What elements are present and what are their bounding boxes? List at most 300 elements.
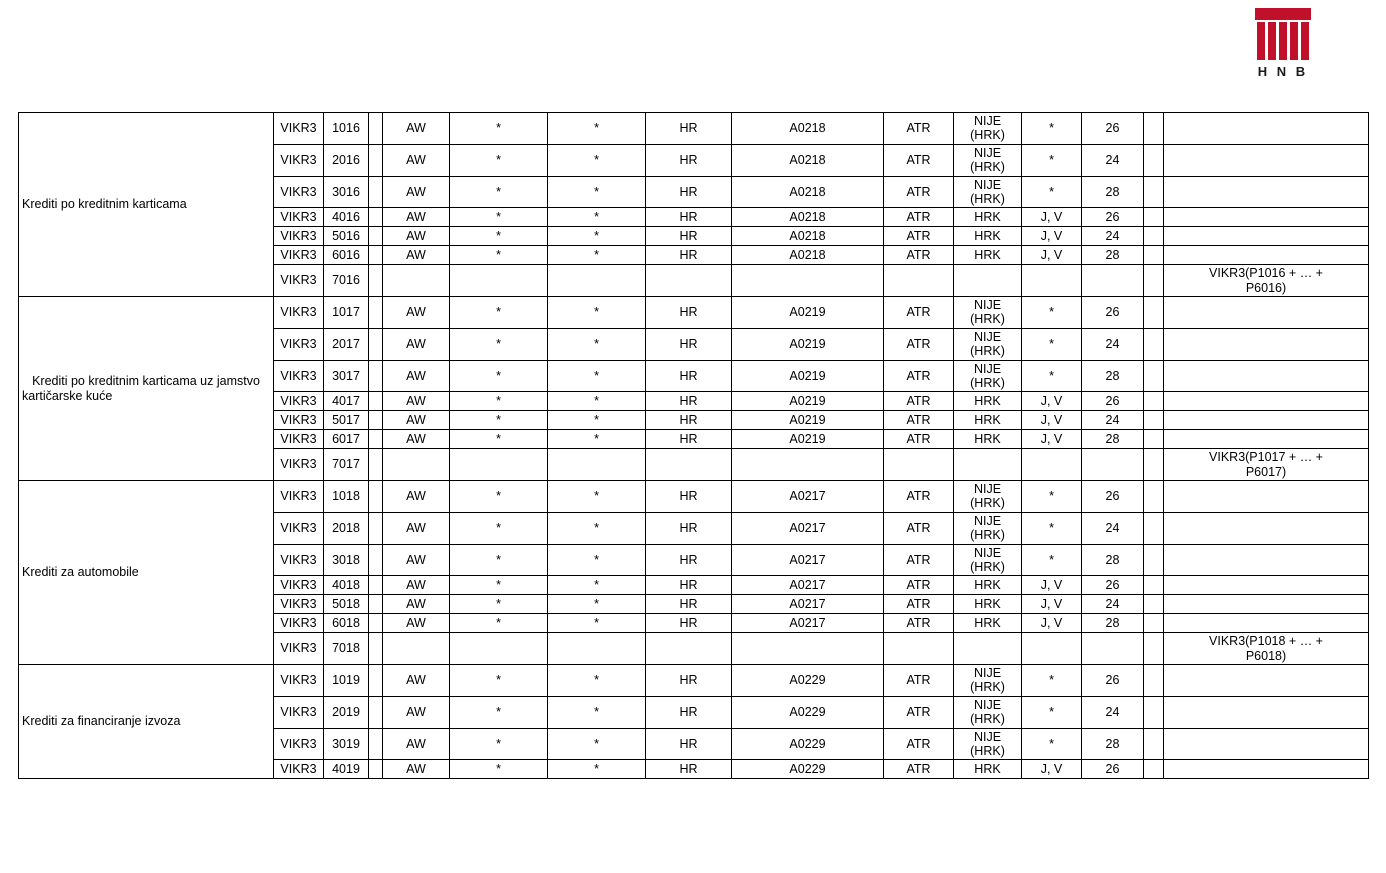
cell-report: VIKR3 xyxy=(274,297,324,329)
cell-sector2: * xyxy=(548,246,646,265)
cell-num: 28 xyxy=(1082,176,1144,208)
cell-attribute: ATR xyxy=(884,208,954,227)
cell-num: 26 xyxy=(1082,113,1144,145)
cell-account: A0229 xyxy=(732,696,884,728)
cell-jv: * xyxy=(1022,297,1082,329)
cell-attribute: ATR xyxy=(884,595,954,614)
cell-num: 26 xyxy=(1082,208,1144,227)
cell-jv: J, V xyxy=(1022,246,1082,265)
cell-code: 3018 xyxy=(324,544,369,576)
cell-account: A0229 xyxy=(732,760,884,779)
cell-num: 28 xyxy=(1082,246,1144,265)
specification-sheet xyxy=(18,112,1368,779)
cell-formula-empty xyxy=(1164,411,1369,430)
cell-aw: AW xyxy=(383,208,450,227)
cell-aw: AW xyxy=(383,728,450,760)
cell-aw: AW xyxy=(383,614,450,633)
cell-num: 28 xyxy=(1082,614,1144,633)
cell-report: VIKR3 xyxy=(274,760,324,779)
column-spacer xyxy=(1144,449,1164,481)
column-spacer xyxy=(369,227,383,246)
cell-jv: * xyxy=(1022,728,1082,760)
column-spacer xyxy=(1144,595,1164,614)
cell-sector2: * xyxy=(548,544,646,576)
cell-formula-empty xyxy=(1164,227,1369,246)
cell-account xyxy=(732,633,884,665)
cell-aw: AW xyxy=(383,176,450,208)
column-spacer xyxy=(369,144,383,176)
cell-num: 28 xyxy=(1082,728,1144,760)
cell-currency xyxy=(954,265,1022,297)
cell-currency: HRK xyxy=(954,411,1022,430)
cell-sector2: * xyxy=(548,696,646,728)
cell-sector2 xyxy=(548,265,646,297)
column-spacer xyxy=(369,614,383,633)
cell-sector2: * xyxy=(548,297,646,329)
cell-formula-empty xyxy=(1164,392,1369,411)
cell-account: A0217 xyxy=(732,614,884,633)
cell-sector1: * xyxy=(450,411,548,430)
cell-currency: HRK xyxy=(954,246,1022,265)
cell-sector1: * xyxy=(450,614,548,633)
cell-attribute xyxy=(884,449,954,481)
cell-code: 1019 xyxy=(324,665,369,697)
cell-code: 5018 xyxy=(324,595,369,614)
cell-account: A0217 xyxy=(732,512,884,544)
cell-jv: J, V xyxy=(1022,595,1082,614)
cell-jv: * xyxy=(1022,176,1082,208)
column-spacer xyxy=(369,113,383,145)
cell-account: A0219 xyxy=(732,411,884,430)
cell-formula-empty xyxy=(1164,176,1369,208)
cell-num: 24 xyxy=(1082,328,1144,360)
row-group-label: Krediti po kreditnim karticama uz jamstvo kartičarske kuće xyxy=(19,297,274,481)
cell-currency: NIJE (HRK) xyxy=(954,665,1022,697)
cell-attribute: ATR xyxy=(884,512,954,544)
cell-aw: AW xyxy=(383,544,450,576)
cell-country xyxy=(646,449,732,481)
cell-sector1: * xyxy=(450,176,548,208)
cell-code: 7017 xyxy=(324,449,369,481)
cell-currency xyxy=(954,633,1022,665)
cell-code: 6018 xyxy=(324,614,369,633)
column-spacer xyxy=(369,430,383,449)
cell-jv: J, V xyxy=(1022,411,1082,430)
cell-num xyxy=(1082,633,1144,665)
cell-sector2: * xyxy=(548,614,646,633)
cell-currency: NIJE (HRK) xyxy=(954,544,1022,576)
column-spacer xyxy=(1144,208,1164,227)
cell-report: VIKR3 xyxy=(274,576,324,595)
cell-aw xyxy=(383,633,450,665)
cell-aw: AW xyxy=(383,696,450,728)
cell-sector1: * xyxy=(450,297,548,329)
cell-sector1: * xyxy=(450,481,548,513)
cell-country: HR xyxy=(646,481,732,513)
cell-report: VIKR3 xyxy=(274,328,324,360)
cell-report: VIKR3 xyxy=(274,246,324,265)
cell-jv: * xyxy=(1022,665,1082,697)
cell-num: 24 xyxy=(1082,696,1144,728)
column-spacer xyxy=(1144,633,1164,665)
cell-code: 3016 xyxy=(324,176,369,208)
cell-aw: AW xyxy=(383,360,450,392)
column-spacer xyxy=(1144,392,1164,411)
cell-report: VIKR3 xyxy=(274,227,324,246)
cell-num: 24 xyxy=(1082,595,1144,614)
cell-attribute: ATR xyxy=(884,576,954,595)
cell-country: HR xyxy=(646,297,732,329)
column-spacer xyxy=(1144,328,1164,360)
cell-attribute: ATR xyxy=(884,760,954,779)
cell-jv: * xyxy=(1022,328,1082,360)
cell-jv: * xyxy=(1022,696,1082,728)
cell-num: 28 xyxy=(1082,544,1144,576)
cell-sector1 xyxy=(450,449,548,481)
cell-report: VIKR3 xyxy=(274,360,324,392)
cell-report: VIKR3 xyxy=(274,633,324,665)
cell-formula-empty xyxy=(1164,576,1369,595)
cell-country: HR xyxy=(646,665,732,697)
cell-num: 26 xyxy=(1082,760,1144,779)
cell-aw: AW xyxy=(383,113,450,145)
cell-jv: J, V xyxy=(1022,760,1082,779)
cell-report: VIKR3 xyxy=(274,696,324,728)
cell-aw: AW xyxy=(383,144,450,176)
cell-num: 24 xyxy=(1082,144,1144,176)
cell-code: 2018 xyxy=(324,512,369,544)
column-spacer xyxy=(1144,297,1164,329)
cell-currency: HRK xyxy=(954,430,1022,449)
column-spacer xyxy=(1144,227,1164,246)
cell-report: VIKR3 xyxy=(274,430,324,449)
cell-report: VIKR3 xyxy=(274,614,324,633)
cell-jv xyxy=(1022,633,1082,665)
cell-jv: J, V xyxy=(1022,614,1082,633)
cell-attribute: ATR xyxy=(884,430,954,449)
cell-num: 24 xyxy=(1082,411,1144,430)
cell-code: 7018 xyxy=(324,633,369,665)
column-spacer xyxy=(1144,614,1164,633)
cell-code: 4017 xyxy=(324,392,369,411)
hnb-logo-mark xyxy=(1255,8,1311,60)
column-spacer xyxy=(369,265,383,297)
cell-attribute: ATR xyxy=(884,297,954,329)
cell-attribute: ATR xyxy=(884,227,954,246)
cell-sector2: * xyxy=(548,411,646,430)
cell-aw xyxy=(383,449,450,481)
cell-currency: NIJE (HRK) xyxy=(954,728,1022,760)
cell-attribute: ATR xyxy=(884,176,954,208)
cell-report: VIKR3 xyxy=(274,113,324,145)
cell-report: VIKR3 xyxy=(274,481,324,513)
column-spacer xyxy=(1144,665,1164,697)
cell-report: VIKR3 xyxy=(274,144,324,176)
cell-formula-empty xyxy=(1164,665,1369,697)
cell-report: VIKR3 xyxy=(274,544,324,576)
column-spacer xyxy=(369,176,383,208)
column-spacer xyxy=(369,728,383,760)
cell-attribute: ATR xyxy=(884,144,954,176)
cell-account: A0219 xyxy=(732,328,884,360)
cell-attribute: ATR xyxy=(884,614,954,633)
cell-code: 4019 xyxy=(324,760,369,779)
cell-currency: NIJE (HRK) xyxy=(954,176,1022,208)
cell-sector2: * xyxy=(548,208,646,227)
cell-country: HR xyxy=(646,176,732,208)
cell-aw: AW xyxy=(383,595,450,614)
cell-attribute: ATR xyxy=(884,392,954,411)
cell-attribute: ATR xyxy=(884,360,954,392)
cell-sector2: * xyxy=(548,328,646,360)
cell-country: HR xyxy=(646,208,732,227)
cell-attribute xyxy=(884,633,954,665)
cell-num: 26 xyxy=(1082,576,1144,595)
cell-country: HR xyxy=(646,696,732,728)
cell-currency: NIJE (HRK) xyxy=(954,144,1022,176)
cell-jv: * xyxy=(1022,360,1082,392)
cell-num: 26 xyxy=(1082,481,1144,513)
cell-aw: AW xyxy=(383,665,450,697)
cell-aw: AW xyxy=(383,246,450,265)
cell-attribute: ATR xyxy=(884,544,954,576)
table-row xyxy=(19,113,1369,145)
cell-country: HR xyxy=(646,614,732,633)
column-spacer xyxy=(1144,430,1164,449)
cell-report: VIKR3 xyxy=(274,595,324,614)
cell-formula: VIKR3(P1018 + … + P6018) xyxy=(1164,633,1369,665)
cell-report: VIKR3 xyxy=(274,449,324,481)
cell-country: HR xyxy=(646,576,732,595)
cell-code: 1017 xyxy=(324,297,369,329)
table-body xyxy=(19,113,1369,779)
column-spacer xyxy=(369,360,383,392)
cell-sector2: * xyxy=(548,595,646,614)
cell-formula: VIKR3(P1016 + … + P6016) xyxy=(1164,265,1369,297)
column-spacer xyxy=(369,411,383,430)
cell-country: HR xyxy=(646,227,732,246)
cell-sector1: * xyxy=(450,595,548,614)
logo-roof-shape xyxy=(1255,8,1311,20)
cell-account: A0218 xyxy=(732,208,884,227)
cell-attribute: ATR xyxy=(884,481,954,513)
cell-sector1: * xyxy=(450,144,548,176)
cell-sector1: * xyxy=(450,227,548,246)
row-group-label: Krediti za financiranje izvoza xyxy=(19,665,274,779)
cell-account: A0217 xyxy=(732,595,884,614)
cell-country xyxy=(646,265,732,297)
cell-sector2: * xyxy=(548,760,646,779)
cell-aw: AW xyxy=(383,328,450,360)
table-row xyxy=(19,481,1369,513)
cell-currency: NIJE (HRK) xyxy=(954,360,1022,392)
cell-sector2: * xyxy=(548,113,646,145)
cell-num: 24 xyxy=(1082,512,1144,544)
cell-attribute: ATR xyxy=(884,328,954,360)
cell-account: A0219 xyxy=(732,430,884,449)
cell-report: VIKR3 xyxy=(274,208,324,227)
column-spacer xyxy=(369,595,383,614)
cell-sector1: * xyxy=(450,430,548,449)
cell-code: 7016 xyxy=(324,265,369,297)
column-spacer xyxy=(369,392,383,411)
cell-num: 26 xyxy=(1082,297,1144,329)
cell-account xyxy=(732,449,884,481)
cell-num: 26 xyxy=(1082,392,1144,411)
cell-sector1: * xyxy=(450,696,548,728)
column-spacer xyxy=(1144,360,1164,392)
cell-num xyxy=(1082,449,1144,481)
cell-attribute: ATR xyxy=(884,665,954,697)
cell-sector1: * xyxy=(450,728,548,760)
cell-formula-empty xyxy=(1164,696,1369,728)
column-spacer xyxy=(1144,411,1164,430)
table-row xyxy=(19,665,1369,697)
cell-code: 3019 xyxy=(324,728,369,760)
column-spacer xyxy=(369,208,383,227)
cell-formula-empty xyxy=(1164,481,1369,513)
column-spacer xyxy=(369,665,383,697)
cell-attribute: ATR xyxy=(884,728,954,760)
cell-code: 6016 xyxy=(324,246,369,265)
column-spacer xyxy=(1144,696,1164,728)
cell-currency: NIJE (HRK) xyxy=(954,113,1022,145)
cell-aw: AW xyxy=(383,760,450,779)
cell-country: HR xyxy=(646,595,732,614)
cell-sector1: * xyxy=(450,576,548,595)
cell-sector2: * xyxy=(548,176,646,208)
cell-num: 24 xyxy=(1082,227,1144,246)
cell-country: HR xyxy=(646,392,732,411)
cell-country xyxy=(646,633,732,665)
cell-attribute: ATR xyxy=(884,411,954,430)
cell-report: VIKR3 xyxy=(274,176,324,208)
column-spacer xyxy=(1144,265,1164,297)
cell-sector2: * xyxy=(548,728,646,760)
cell-jv: J, V xyxy=(1022,430,1082,449)
cell-sector1: * xyxy=(450,208,548,227)
cell-account: A0218 xyxy=(732,246,884,265)
cell-code: 1016 xyxy=(324,113,369,145)
column-spacer xyxy=(1144,544,1164,576)
row-group-label: Krediti za automobile xyxy=(19,481,274,665)
cell-account xyxy=(732,265,884,297)
cell-aw: AW xyxy=(383,297,450,329)
cell-sector2: * xyxy=(548,481,646,513)
cell-country: HR xyxy=(646,512,732,544)
cell-formula-empty xyxy=(1164,144,1369,176)
cell-jv: * xyxy=(1022,144,1082,176)
cell-jv: J, V xyxy=(1022,392,1082,411)
cell-report: VIKR3 xyxy=(274,265,324,297)
cell-country: HR xyxy=(646,728,732,760)
cell-attribute: ATR xyxy=(884,696,954,728)
cell-currency: HRK xyxy=(954,614,1022,633)
cell-code: 2019 xyxy=(324,696,369,728)
column-spacer xyxy=(369,633,383,665)
cell-code: 5016 xyxy=(324,227,369,246)
column-spacer xyxy=(1144,576,1164,595)
cell-sector2: * xyxy=(548,665,646,697)
cell-aw: AW xyxy=(383,430,450,449)
cell-aw: AW xyxy=(383,227,450,246)
cell-country: HR xyxy=(646,760,732,779)
cell-sector2: * xyxy=(548,576,646,595)
cell-formula-empty xyxy=(1164,544,1369,576)
cell-aw xyxy=(383,265,450,297)
cell-sector2: * xyxy=(548,227,646,246)
cell-jv: J, V xyxy=(1022,208,1082,227)
cell-account: A0218 xyxy=(732,227,884,246)
column-spacer xyxy=(1144,176,1164,208)
cell-code: 2017 xyxy=(324,328,369,360)
cell-country: HR xyxy=(646,113,732,145)
cell-attribute: ATR xyxy=(884,246,954,265)
cell-formula-empty xyxy=(1164,113,1369,145)
cell-num: 28 xyxy=(1082,360,1144,392)
cell-sector2: * xyxy=(548,512,646,544)
cell-code: 4018 xyxy=(324,576,369,595)
column-spacer xyxy=(1144,760,1164,779)
cell-aw: AW xyxy=(383,411,450,430)
cell-sector1 xyxy=(450,633,548,665)
cell-sector2 xyxy=(548,449,646,481)
cell-code: 6017 xyxy=(324,430,369,449)
cell-sector1: * xyxy=(450,512,548,544)
column-spacer xyxy=(1144,246,1164,265)
cell-num: 28 xyxy=(1082,430,1144,449)
cell-code: 3017 xyxy=(324,360,369,392)
cell-sector1: * xyxy=(450,760,548,779)
cell-currency: NIJE (HRK) xyxy=(954,512,1022,544)
cell-sector1: * xyxy=(450,392,548,411)
cell-jv: * xyxy=(1022,481,1082,513)
cell-country: HR xyxy=(646,144,732,176)
hnb-logo-text: H N B xyxy=(1257,64,1309,79)
column-spacer xyxy=(369,297,383,329)
column-spacer xyxy=(369,696,383,728)
cell-account: A0219 xyxy=(732,392,884,411)
cell-sector2: * xyxy=(548,360,646,392)
cell-sector2: * xyxy=(548,392,646,411)
cell-aw: AW xyxy=(383,512,450,544)
cell-currency: HRK xyxy=(954,208,1022,227)
cell-currency: HRK xyxy=(954,595,1022,614)
cell-report: VIKR3 xyxy=(274,392,324,411)
cell-sector1: * xyxy=(450,246,548,265)
table-row xyxy=(19,297,1369,329)
specification-table xyxy=(18,112,1369,779)
cell-attribute: ATR xyxy=(884,113,954,145)
cell-currency: HRK xyxy=(954,760,1022,779)
cell-aw: AW xyxy=(383,392,450,411)
cell-country: HR xyxy=(646,360,732,392)
column-spacer xyxy=(1144,481,1164,513)
cell-formula-empty xyxy=(1164,760,1369,779)
cell-account: A0217 xyxy=(732,576,884,595)
cell-sector2 xyxy=(548,633,646,665)
cell-account: A0218 xyxy=(732,113,884,145)
cell-aw: AW xyxy=(383,576,450,595)
cell-jv: J, V xyxy=(1022,227,1082,246)
column-spacer xyxy=(369,760,383,779)
cell-country: HR xyxy=(646,430,732,449)
cell-formula-empty xyxy=(1164,728,1369,760)
column-spacer xyxy=(369,481,383,513)
cell-jv: J, V xyxy=(1022,576,1082,595)
cell-formula-empty xyxy=(1164,595,1369,614)
cell-country: HR xyxy=(646,544,732,576)
